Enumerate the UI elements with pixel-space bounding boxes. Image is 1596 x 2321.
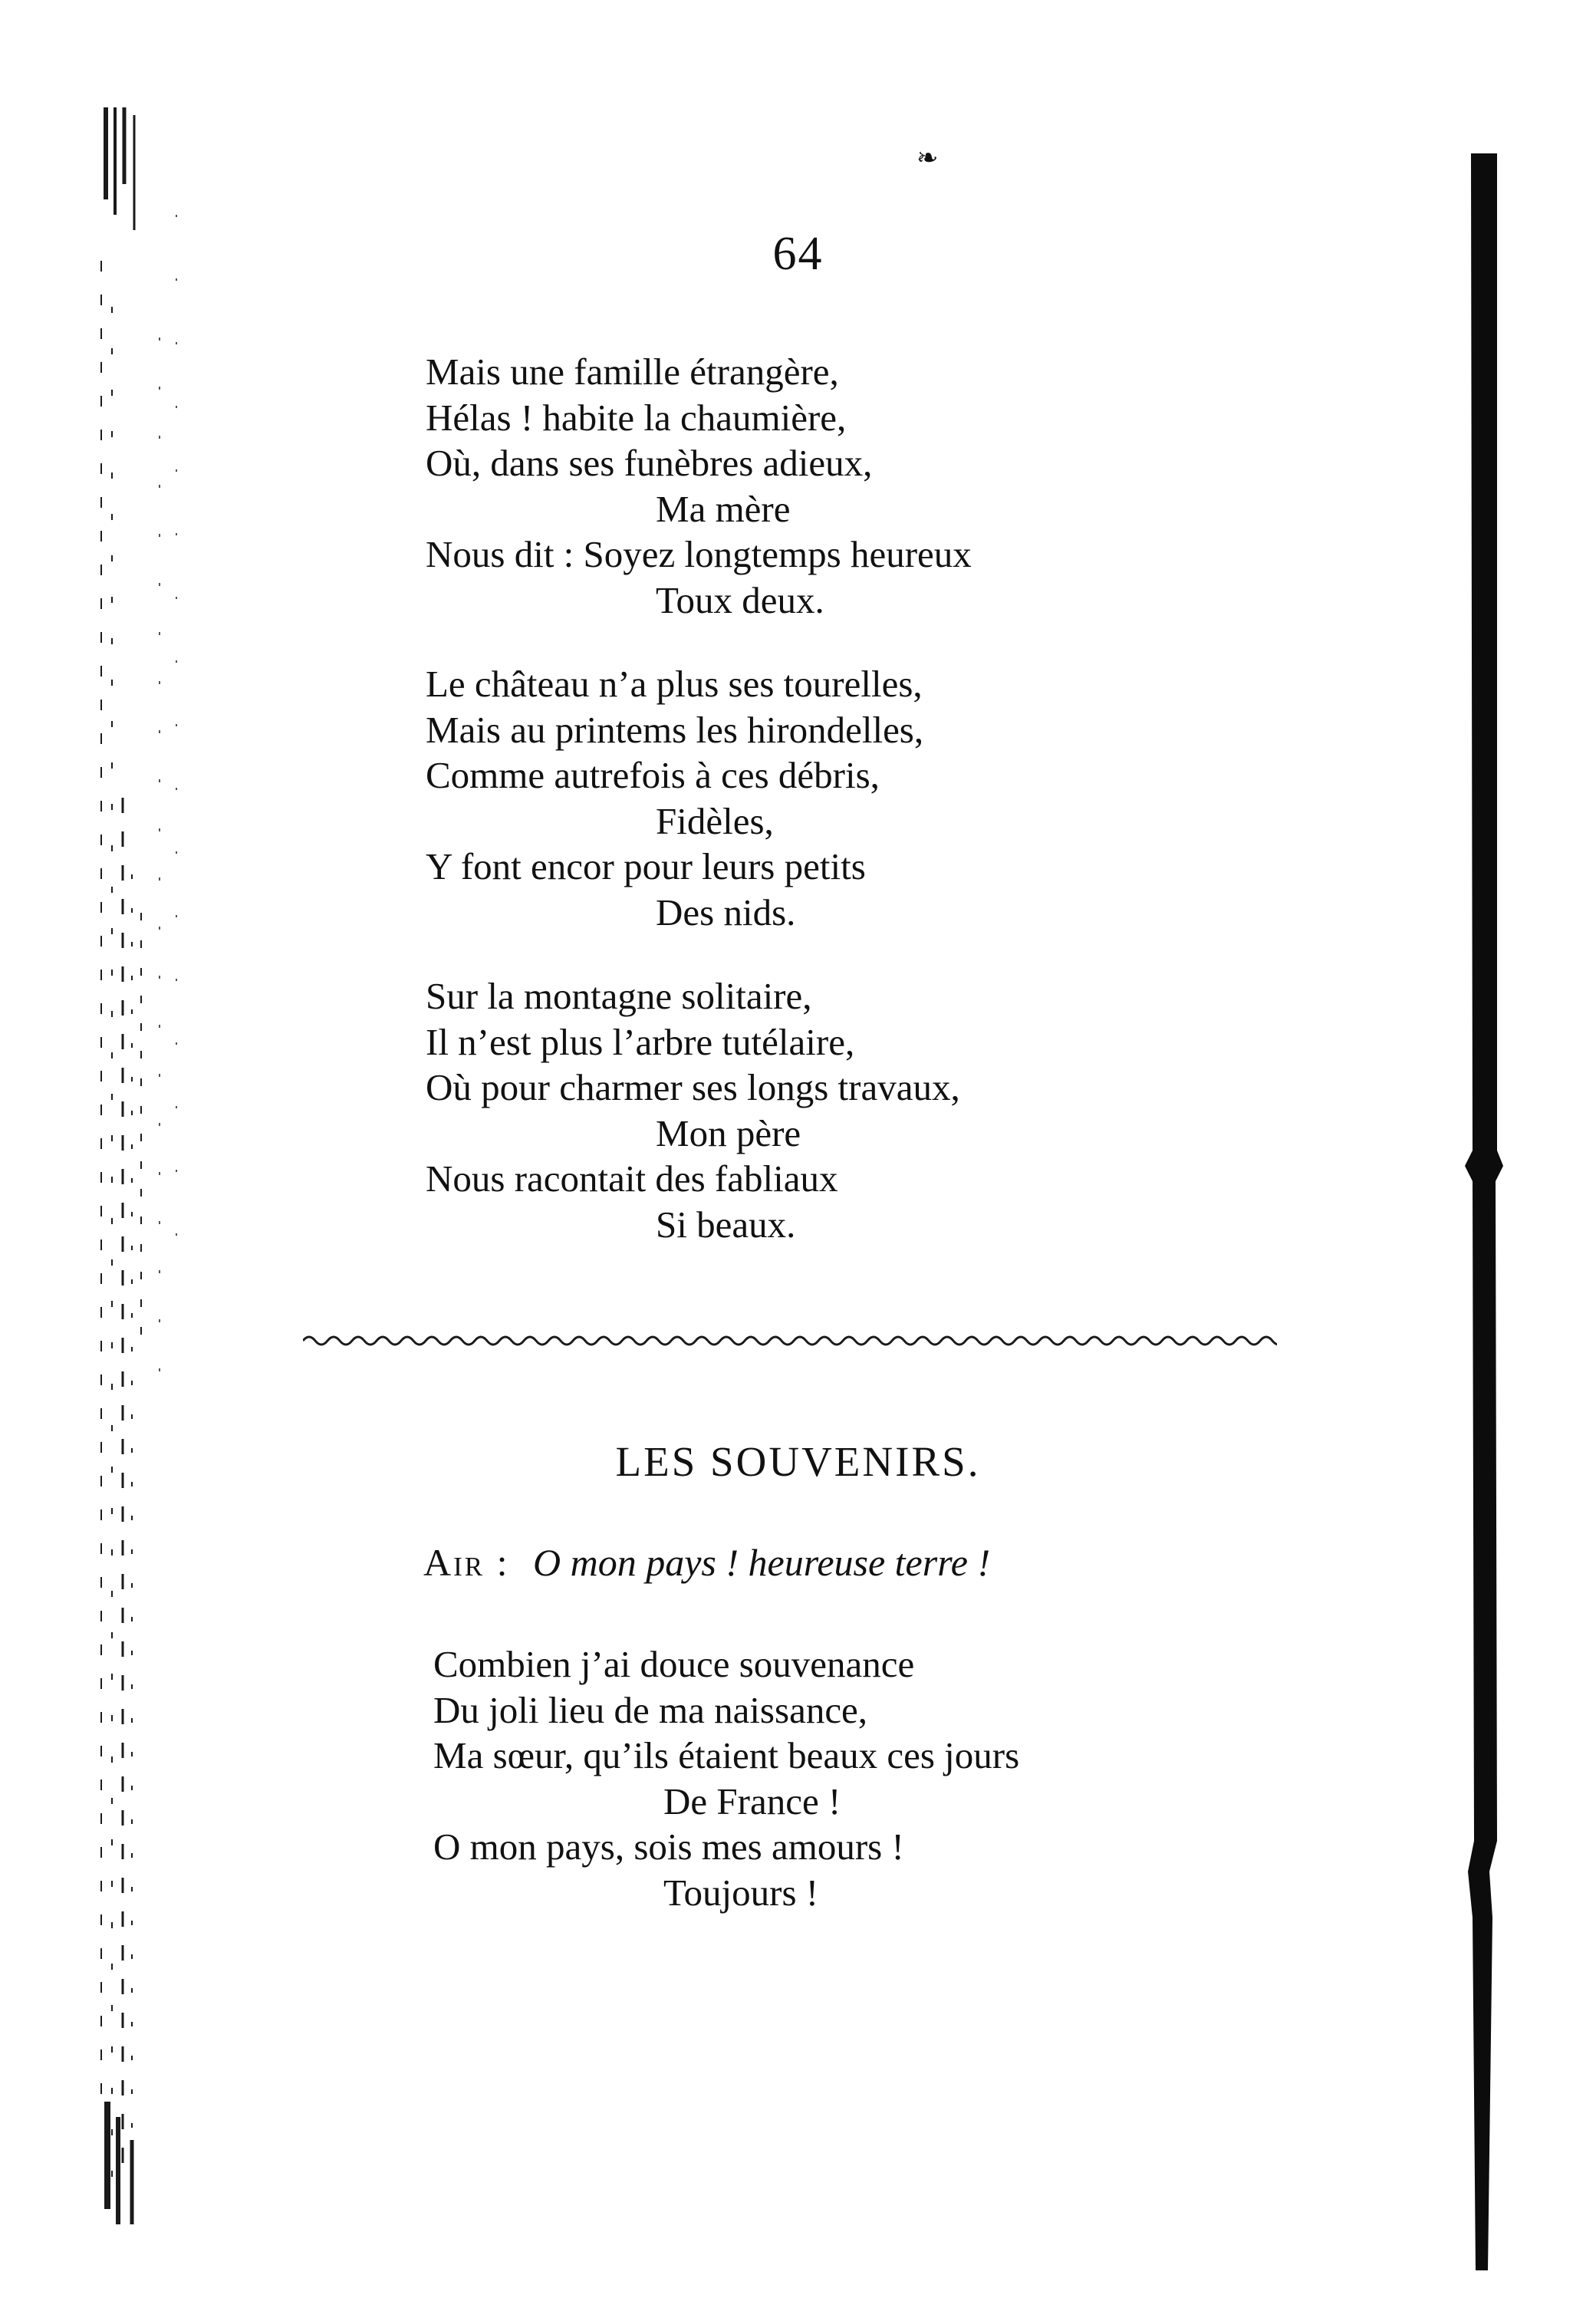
verse-line: Nous racontait des fabliaux [426,1157,838,1200]
verse-line: Ma mère [656,487,791,530]
song-stanza [433,1641,1315,1915]
stanza-song-1 [433,1641,1315,1915]
verse-line: Toujours ! [663,1871,819,1914]
verse-line: De France ! [663,1779,841,1822]
verse-line: Nous dit : Soyez longtemps heureux [426,533,972,575]
stanza-2 [426,661,1308,935]
verse-line: Mais une famille étrangère, [426,351,839,393]
verse-line: Y font encor pour leurs petits [426,845,866,887]
verse-line: Du joli lieu de ma naissance, [433,1688,868,1731]
verse-line: Hélas ! habite la chaumière, [426,396,847,439]
verse-line: Combien j’ai douce souvenance [433,1643,915,1685]
page-number: 64 [772,228,824,280]
verse-line: Comme autrefois à ces débris, [426,754,880,796]
poem-continuation [426,349,1308,1247]
verse-line: Fidèles, [656,799,774,842]
ornament-glyph: ❧ [916,144,939,173]
verse-line: Mais au printems les hirondelles, [426,708,924,751]
verse-line: Des nids. [656,891,796,933]
binding-edge-right [1442,153,1503,2270]
verse-line: Si beaux. [656,1203,796,1246]
verse-line: Ma sœur, qu’ils étaient beaux ces jours [433,1734,1020,1776]
verse-line: Mon père [656,1111,801,1154]
verse-line: Où, dans ses funèbres adieux, [426,442,873,484]
song-title: LES SOUVENIRS. [615,1438,981,1485]
verse-line: Il n’est plus l’arbre tutélaire, [426,1020,855,1063]
verse-line: Toux deux. [656,578,824,621]
verse-line: Où pour charmer ses longs travaux, [426,1066,960,1108]
air-title: O mon pays ! heureuse terre ! [533,1541,991,1584]
verse-line: O mon pays, sois mes amours ! [433,1826,904,1868]
verse-line: Sur la montagne solitaire, [426,975,812,1017]
air-label: Air : [423,1541,510,1584]
stanza-3 [426,973,1308,1247]
stanza-1 [426,349,1308,623]
wavy-separator [303,1327,1277,1350]
verse-line: Le château n’a plus ses tourelles, [426,663,923,705]
binding-edge-left [92,107,215,2224]
air-line [423,1543,990,1582]
